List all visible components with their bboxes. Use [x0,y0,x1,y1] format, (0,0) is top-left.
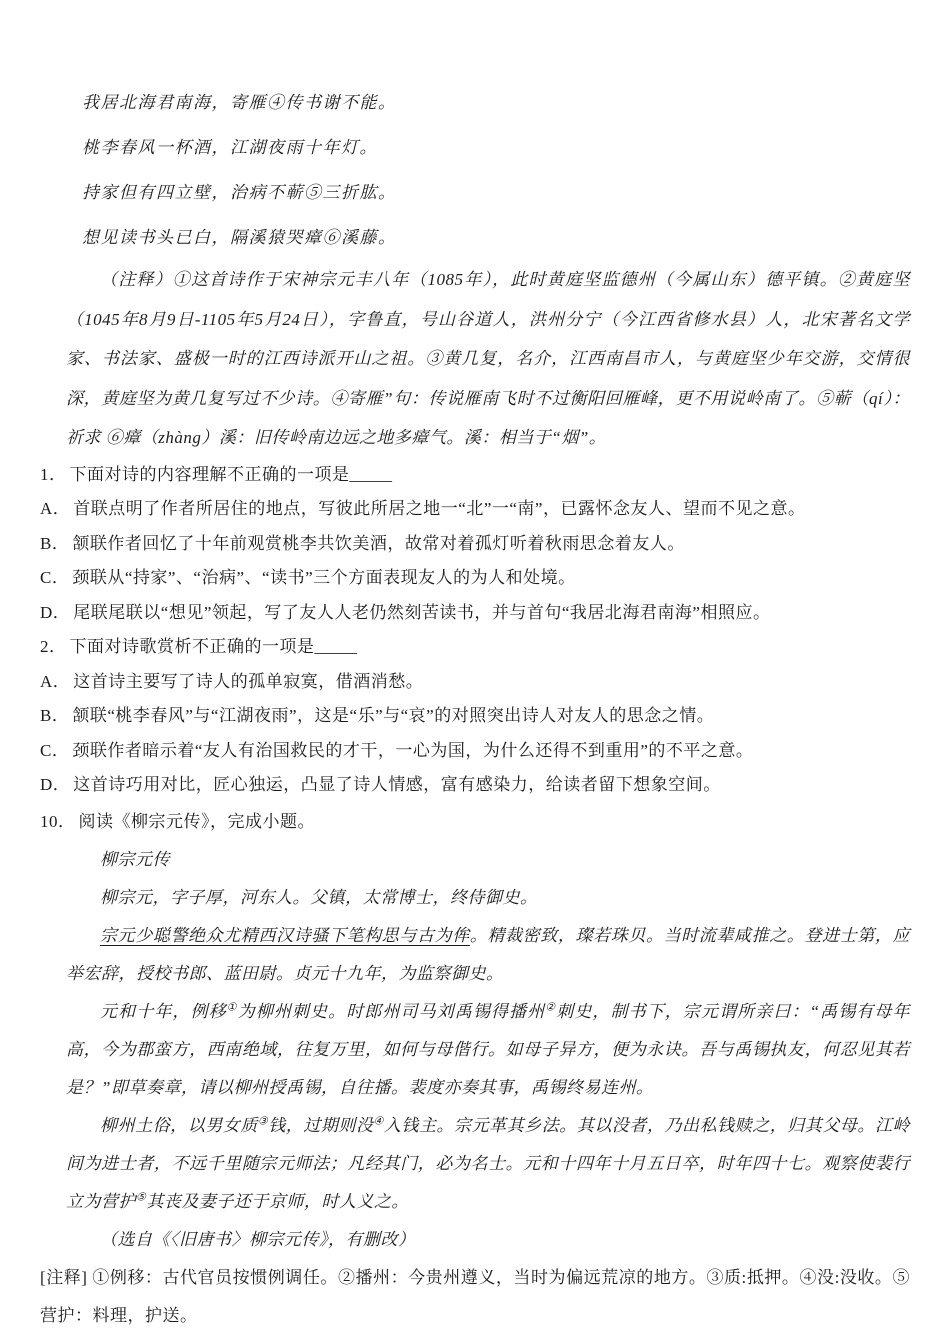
option-label: C． [40,568,70,587]
paragraph-3-segment: 刺史，制书下，宗元谓所亲曰：“禹锡有母年高，今为郡蛮方，西南绝域，往复万里，如何与母偕行。如母子异方，便为永诀。吾与禹锡执友，何忍见其若是？”即草奏章，请以柳州授禹锡，自往播。裴度亦奏其事，禹锡终易连州。 [66,1001,910,1097]
option-label: D． [40,775,71,794]
question-2-option-a [40,665,910,700]
question-1-option-b [40,527,910,562]
option-text: 这首诗主要写了诗人的孤单寂寞，借酒消愁。 [73,671,424,691]
question-2-stem-text: 下面对诗歌赏析不正确的一项是 [69,637,315,656]
passage-footnotes: [注释] ①例移：古代官员按惯例调任。②播州：今贵州遵义，当时为偏远荒凉的地方。③质:抵押。④没:没收。⑤营护：料理，护送。 [40,1267,910,1325]
option-text: 尾联尾联以“想见”领起，写了友人人老仍然刻苦读书，并与首句“我居北海君南海”相照应。 [73,602,771,622]
question-1-option-d [40,596,910,631]
option-text: 颔联作者回忆了十年前观赏桃李共饮美酒，故常对着孤灯听着秋雨思念着友人。 [72,533,685,553]
passage-paragraph-3 [66,993,910,1107]
poem-line-2: 桃李春风一杯酒，江湖夜雨十年灯。 [82,138,378,157]
footnote-marker-4: ④ [373,1114,384,1127]
paragraph-3-segment: 为柳州刺史。时郎州司马刘禹锡得播州 [237,1001,546,1021]
poem-line-1: 我居北海君南海，寄雁④传书谢不能。 [82,93,397,112]
question-10-intro [40,803,910,841]
option-text: 这首诗巧用对比，匠心独运，凸显了诗人情感，富有感染力，给读者留下想象空间。 [73,775,721,794]
passage-paragraph-4 [66,1107,910,1221]
underlined-sentence: 宗元少聪警绝众尤精西汉诗骚下笔构思与古为侔 [100,925,470,945]
passage-paragraph-1: 柳宗元，字子厚，河东人。父镇，太常博士，终侍御史。 [100,887,538,907]
question-1-stem-text: 下面对诗的内容理解不正确的一项是 [69,464,350,484]
poem-line-3: 持家但有四立壁，治病不蕲⑤三折肱。 [82,183,397,202]
question-2-stem [40,630,910,665]
footnote-marker-5: ⑤ [136,1190,147,1203]
option-label: B． [40,533,70,553]
option-text: 颈联从“持家”、“治病”、“读书”三个方面表现友人的为人和处境。 [72,568,576,587]
question-2-answer-blank: _____ [314,637,357,656]
passage-paragraph-2 [66,917,910,993]
option-label: D． [40,602,71,622]
paragraph-2-rest: 。精裁密致，璨若珠贝。当时流辈咸推之。登进士第，应举宏辞，授校书郎、蓝田尉。贞元十九年，为监察御史。 [66,925,911,983]
option-text: 首联点明了作者所居住的地点，写彼此所居之地一“北”一“南”，已露怀念友人、望而不见之意。 [73,499,806,518]
option-label: C． [40,740,70,760]
question-1-answer-blank: _____ [349,464,392,484]
passage-source: （选自《〈旧唐书〉柳宗元传》，有删改） [100,1229,416,1249]
paragraph-4-segment: 其丧及妻子还于京师，时人义之。 [146,1191,409,1211]
question-2-option-c [40,734,910,769]
option-text: 颈联作者暗示着“友人有治国救民的才干，一心为国，为什么还得不到重用”的不平之意。 [72,740,754,760]
question-2 [40,630,910,803]
option-label: A． [40,499,71,518]
poem-annotation: （注释）①这首诗作于宋神宗元丰八年（1085年），此时黄庭坚监德州（今属山东）德平镇。②黄庭坚（1045年8月9日-1105年5月24日），字鲁直，号山谷道人，洪州分宁（今江西省修水县）人，北宋著名文学家、书法家、盛极一时的江西诗派开山之祖。③黄几复，名介，江西南昌市人，与黄庭坚少年交游，交情很深，黄庭坚为黄几复写过不少诗。④寄雁”句：传说雁南飞时不过衡阳回雁峰，更不用说岭南了。⑤蕲（qí）：祈求 ⑥瘴（zhàng）溪：旧传岭南边远之地多瘴气。溪：相当于“烟”。 [66,270,910,447]
question-2-option-b [40,699,910,734]
question-1-option-a [40,492,910,527]
option-label: B． [40,706,70,725]
footnote-marker-3: ③ [257,1114,269,1127]
poem-line-4: 想见读书头已白，隔溪猿哭瘴⑥溪藤。 [82,228,397,247]
option-label: A． [40,671,71,691]
question-1 [40,458,910,631]
question-10-intro-text: 阅读《柳宗元传》，完成小题。 [78,811,315,831]
paragraph-4-segment: 钱，过期则没 [268,1115,374,1135]
paragraph-3-segment: 元和十年，例移 [100,1001,227,1021]
paragraph-4-segment: 入钱主。宗元革其乡法。其以没者，乃出私钱赎之，归其父母。江岭间为进士者，不远千里随宗元师法；凡经其门，必为名士。元和十四年十月五日卒，时年四十七。观察使裴行立为营护 [66,1115,910,1211]
question-2-number: 2． [40,637,67,656]
question-1-stem [40,458,910,493]
question-10 [40,803,910,1335]
passage-title: 柳宗元传 [100,849,170,869]
poem-block [40,80,910,260]
footnote-marker-1: ① [226,1000,238,1013]
paragraph-4-segment: 柳州土俗，以男女质 [100,1115,258,1135]
question-1-number: 1． [40,464,67,484]
option-text: 颔联“桃李春风”与“江湖夜雨”，这是“乐”与“哀”的对照突出诗人对友人的思念之情。 [72,706,715,725]
question-2-option-d [40,768,910,803]
footnote-marker-2: ② [545,1000,557,1013]
question-10-number: 10． [40,811,76,831]
question-1-option-c [40,561,910,596]
